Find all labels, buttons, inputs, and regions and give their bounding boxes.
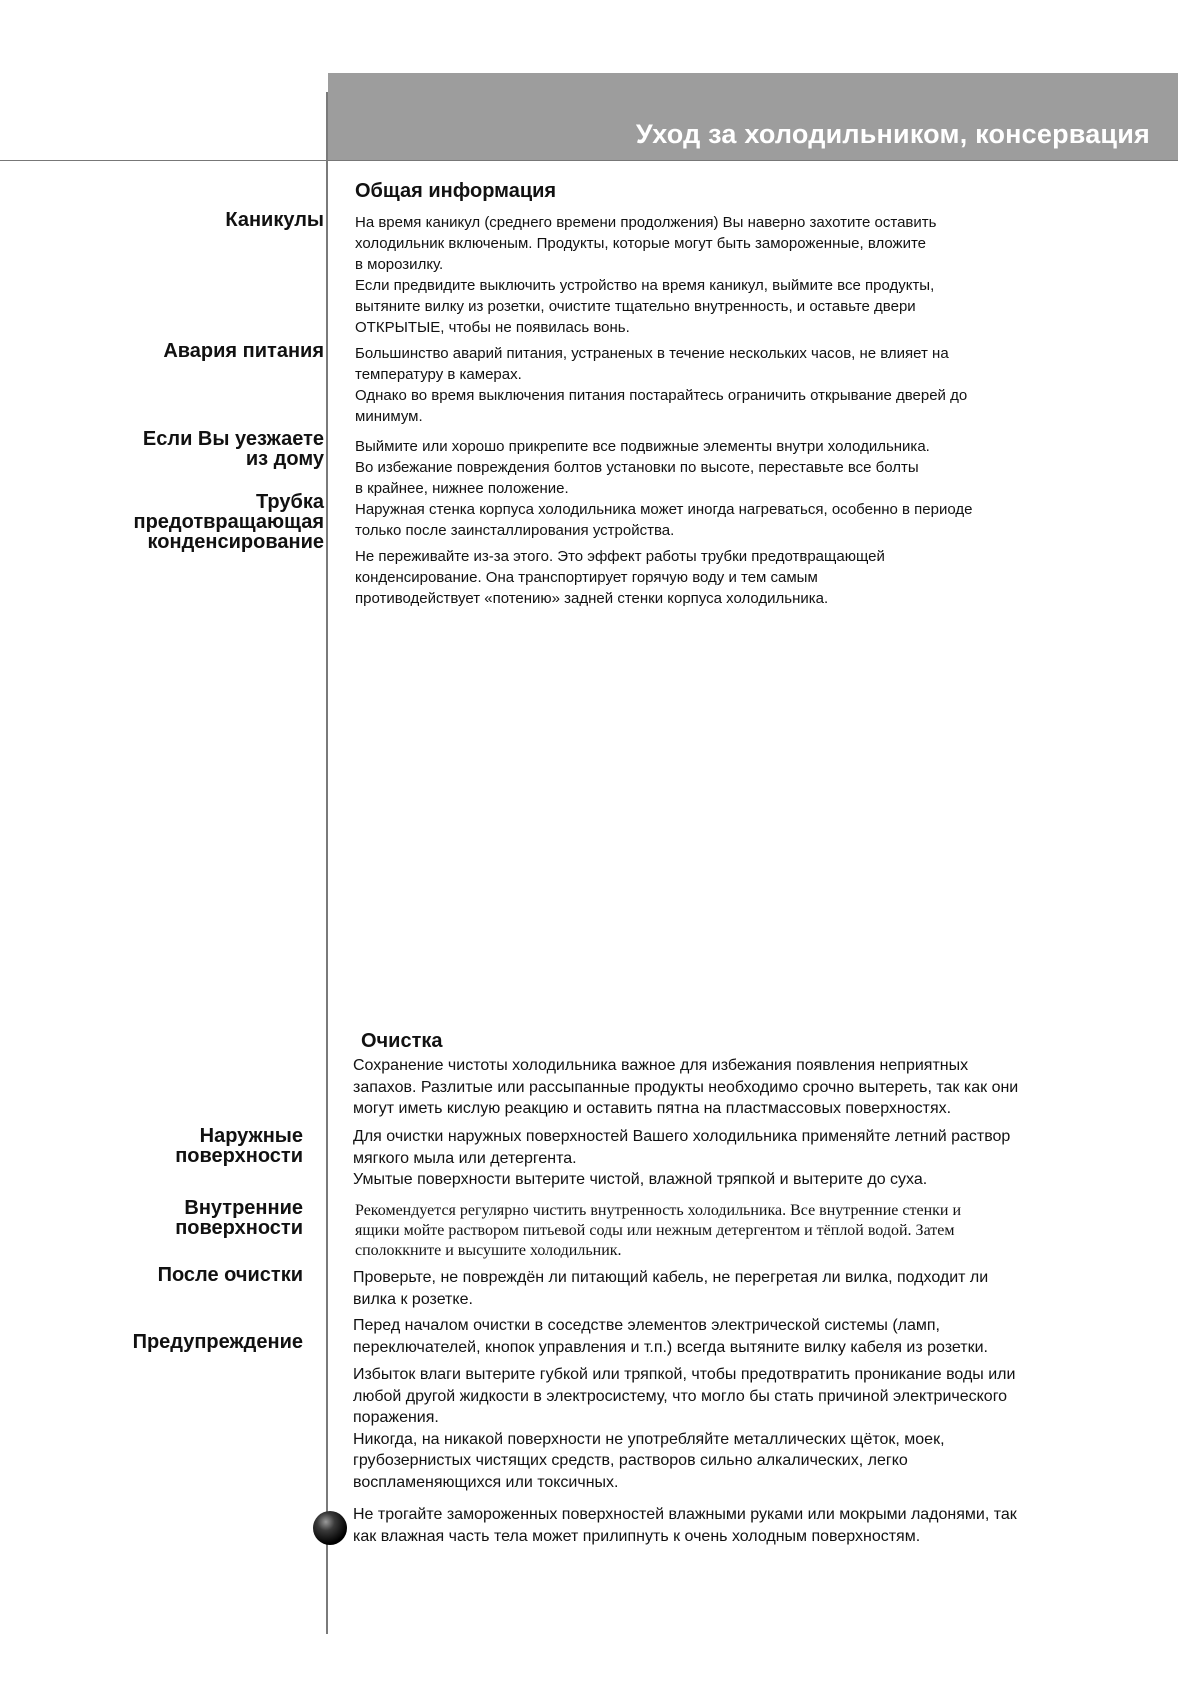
text-line: вилка к розетке. bbox=[353, 1290, 473, 1308]
paragraph-moisture bbox=[353, 1364, 1015, 1493]
side-label-moving-line-1: Если Вы уезжаете bbox=[142, 428, 324, 450]
header-band bbox=[328, 73, 1178, 161]
text-line: Сохранение чистоты холодильника важное для избежания появления неприятных bbox=[353, 1057, 969, 1074]
text-line: холодильник включеным. Продукты, которые могут быть замороженные, вложите bbox=[355, 235, 926, 252]
text-line: любой другой жидкости в электросистему, что могло бы стать причиной электрического bbox=[353, 1387, 1008, 1405]
text-line: температуру в камерах. bbox=[355, 366, 522, 383]
text-line: воспламеняющихся или токсичных. bbox=[353, 1473, 619, 1491]
paragraph-cleaning-intro bbox=[353, 1055, 1018, 1120]
text-line: сполоккните и высушите холодильник. bbox=[355, 1242, 622, 1259]
side-label-warning: Предупреждение bbox=[132, 1331, 303, 1353]
text-line: Наружная стенка корпуса холодильника может иногда нагреваться, особенно в периоде bbox=[355, 501, 973, 518]
paragraph-after-cleaning bbox=[353, 1267, 988, 1310]
text-line: Рекомендуется регулярно чистить внутренность холодильника. Все внутренние стенки и bbox=[355, 1202, 962, 1219]
page-title: Уход за холодильником, консервация bbox=[635, 119, 1150, 149]
paragraph-moving bbox=[355, 436, 972, 541]
side-label-inner-line-1: Внутренние bbox=[184, 1197, 303, 1219]
text-line: ОТКРЫТЫЕ, чтобы не появилась вонь. bbox=[355, 319, 630, 336]
text-line: Если предвидите выключить устройство на время каникул, выймите все продукты, bbox=[355, 277, 935, 294]
side-label-outer-line-2: поверхности bbox=[175, 1145, 303, 1167]
side-label-condensation-tube bbox=[134, 492, 325, 552]
text-line: переключателей, кнопок управления и т.п.) всегда вытяните вилку кабеля из розетки. bbox=[353, 1338, 988, 1356]
side-label-vacation: Каникулы bbox=[225, 209, 324, 231]
text-line: Не переживайте из-за этого. Это эффект работы трубки предотвращающей bbox=[355, 548, 885, 565]
text-line: Во избежание повреждения болтов установки по высоте, переставьте все болты bbox=[355, 459, 919, 476]
text-line: грубозернистых чистящих средств, растворов сильно алкалических, легко bbox=[353, 1452, 908, 1469]
text-line: могут иметь кислую реакцию и оставить пятна на пластмассовых поверхностях. bbox=[353, 1100, 952, 1117]
paragraph-vacation bbox=[355, 212, 936, 338]
side-label-after-cleaning: После очистки bbox=[157, 1264, 303, 1286]
text-line: вытяните вилку из розетки, очистите тщательно внутренность, и оставьте двери bbox=[355, 298, 916, 315]
side-label-moving bbox=[143, 429, 324, 469]
warning-bullet-icon bbox=[313, 1511, 347, 1545]
text-line: минимум. bbox=[355, 408, 423, 425]
side-label-outer-surfaces bbox=[175, 1126, 303, 1166]
text-line: Никогда, на никакой поверхности не употребляйте металлических щёток, моек, bbox=[353, 1430, 945, 1448]
text-line: мягкого мыла или детергента. bbox=[353, 1149, 577, 1167]
side-label-tube-line-2: предотвращающая bbox=[133, 511, 324, 533]
side-label-inner-surfaces bbox=[175, 1198, 303, 1238]
text-line: Большинство аварий питания, устраненых в течение нескольких часов, не влияет на bbox=[355, 345, 949, 362]
side-label-tube-line-1: Трубка bbox=[255, 491, 324, 513]
text-line: Перед началом очистки в соседстве элементов электрической системы (ламп, bbox=[353, 1317, 940, 1334]
section-heading-cleaning: Очистка bbox=[361, 1030, 443, 1052]
text-line: На время каникул (среднего времени продолжения) Вы наверно захотите оставить bbox=[355, 214, 937, 231]
text-line: противодействует «потению» задней стенки корпуса холодильника. bbox=[355, 590, 829, 607]
text-line: поражения. bbox=[353, 1409, 439, 1426]
text-line: Умытые поверхности вытерите чистой, влажной тряпкой и вытерите до суха. bbox=[353, 1171, 928, 1188]
side-label-moving-line-2: из дому bbox=[245, 448, 324, 470]
text-line: как влажная часть тела может прилипнуть к очень холодным поверхностям. bbox=[353, 1527, 921, 1545]
side-label-inner-line-2: поверхности bbox=[175, 1217, 303, 1239]
text-line: конденсирование. Она транспортирует горячую воду и тем самым bbox=[355, 569, 818, 586]
text-line: в крайнее, нижнее положение. bbox=[355, 480, 569, 497]
paragraph-warning bbox=[353, 1315, 988, 1358]
text-line: только после заинсталлирования устройства. bbox=[355, 522, 675, 539]
text-line: Не трогайте замороженных поверхностей влажными руками или мокрыми ладонями, так bbox=[353, 1506, 1017, 1523]
text-line: ящики мойте раствором питьевой соды или нежным детергентом и тёплой водой. Затем bbox=[355, 1222, 955, 1239]
paragraph-outer-surfaces bbox=[353, 1126, 1010, 1191]
margin-divider bbox=[326, 92, 328, 1634]
text-line: Избыток влаги вытерите губкой или тряпкой, чтобы предотвратить проникание воды или bbox=[353, 1366, 1016, 1383]
side-label-power-failure: Авария питания bbox=[163, 340, 324, 362]
text-line: Выймите или хорошо прикрепите все подвижные элементы внутри холодильника. bbox=[355, 438, 930, 455]
paragraph-power-failure bbox=[355, 343, 967, 427]
header-divider bbox=[0, 160, 1178, 161]
text-line: в морозилку. bbox=[355, 256, 444, 273]
text-line: Для очистки наружных поверхностей Вашего холодильника применяйте летний раствор bbox=[353, 1128, 1011, 1145]
side-label-tube-line-3: конденсирование bbox=[147, 531, 324, 553]
paragraph-inner-surfaces bbox=[355, 1201, 961, 1261]
paragraph-frozen-surfaces bbox=[353, 1504, 1017, 1547]
side-label-outer-line-1: Наружные bbox=[199, 1125, 303, 1147]
paragraph-condensation-tube bbox=[355, 546, 885, 609]
text-line: Проверьте, не повреждён ли питающий кабель, не перегретая ли вилка, подходит ли bbox=[353, 1269, 989, 1286]
text-line: запахов. Разлитые или рассыпанные продукты необходимо срочно вытереть, так как они bbox=[353, 1078, 1019, 1096]
section-heading-general: Общая информация bbox=[355, 180, 557, 202]
text-line: Однако во время выключения питания постарайтесь ограничить открывание дверей до bbox=[355, 387, 968, 404]
